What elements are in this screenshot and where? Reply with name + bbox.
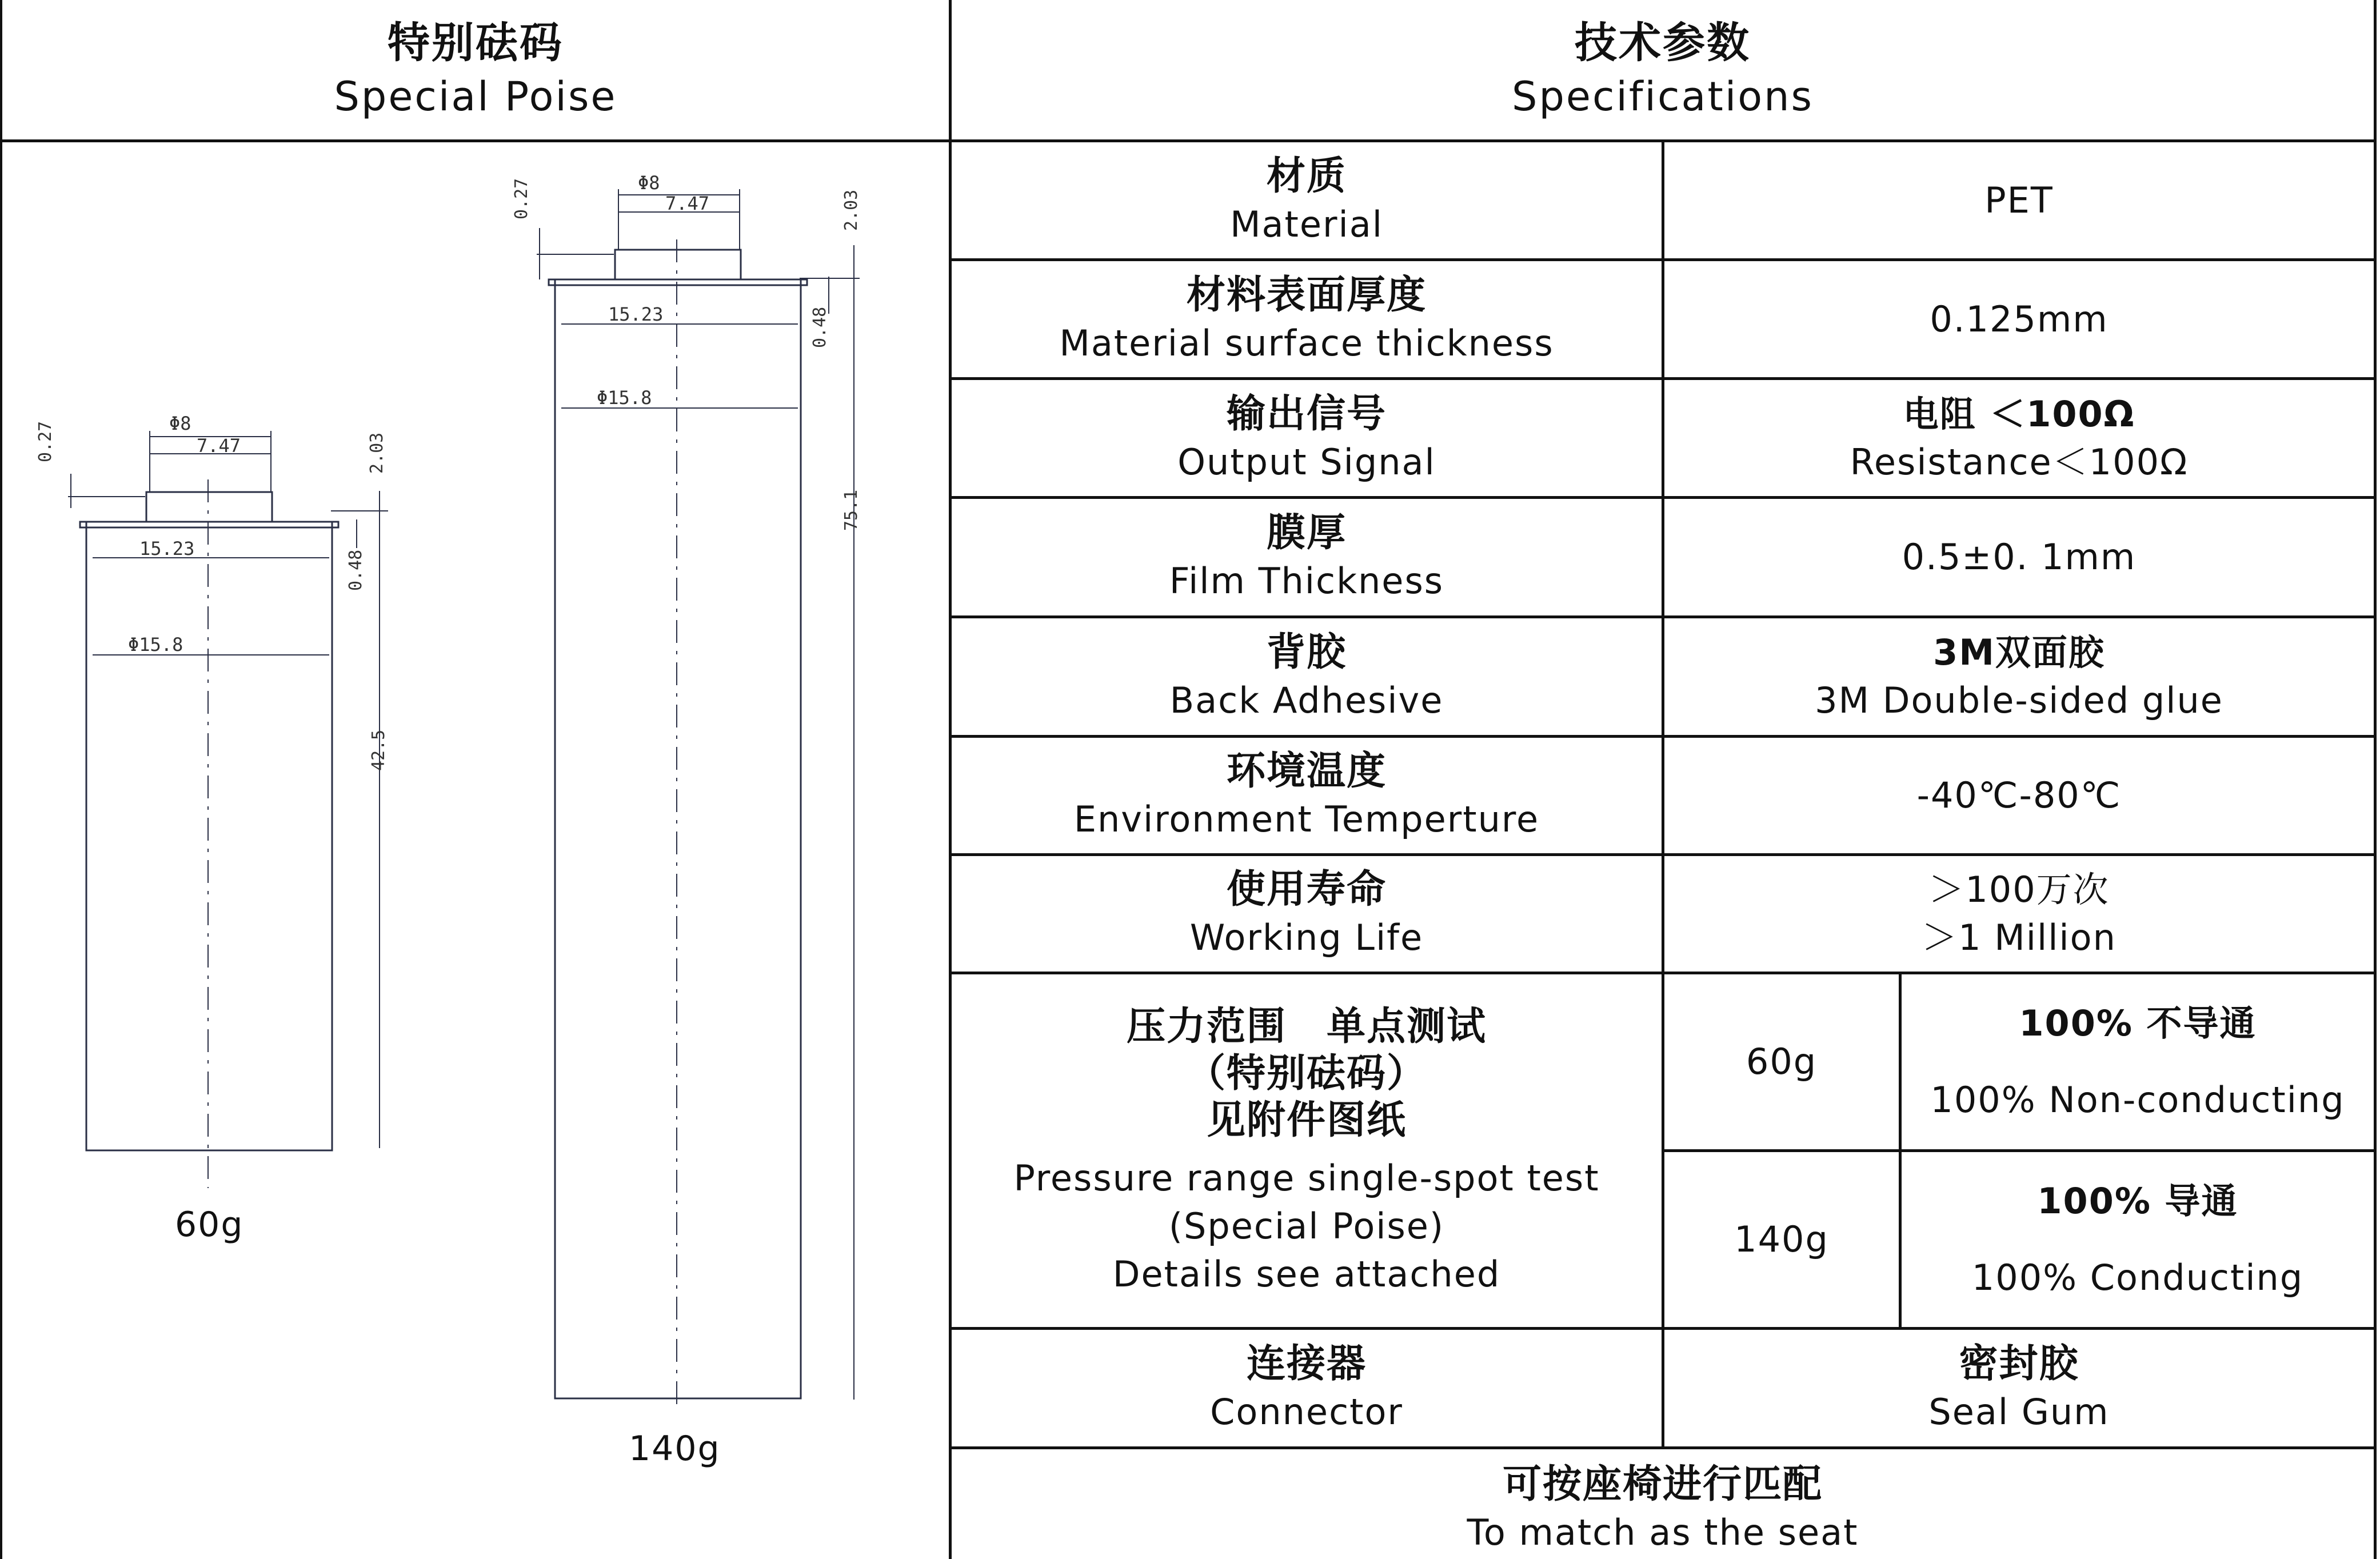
material-zh: 材质 <box>1266 153 1347 199</box>
small-dim-cap-h: 2.03 <box>367 432 387 474</box>
pressure-weight-140-value: 140g <box>1734 1218 1829 1260</box>
pressure-zh-3: 见附件图纸 <box>1206 1097 1407 1143</box>
temperature-value: -40℃-80℃ <box>1916 774 2122 816</box>
pressure-zh-2: （特别砝码） <box>1186 1050 1427 1096</box>
right-header-en: Specifications <box>1512 73 1814 120</box>
special-poise-drawing <box>2 142 949 1559</box>
large-weight-body <box>555 279 801 1398</box>
large-dim-top-w: 7.47 <box>665 193 710 214</box>
life-value-en: ＞1 Million <box>1922 917 2117 958</box>
spec-pressure-label <box>952 974 1662 1327</box>
pressure-result-140 <box>1902 1152 2374 1327</box>
life-en: Working Life <box>1189 917 1424 958</box>
left-header-en: Special Poise <box>334 73 617 120</box>
pressure-en-3: Details see attached <box>1112 1253 1501 1295</box>
small-dim-height: 42.5 <box>369 729 389 771</box>
output-zh: 输出信号 <box>1226 391 1387 437</box>
spec-temperature-value <box>1664 738 2374 853</box>
spec-temperature-label <box>952 738 1662 853</box>
small-dim-body-w: 15.23 <box>139 538 195 559</box>
temperature-zh: 环境温度 <box>1226 749 1387 794</box>
temperature-en: Environment Temperture <box>1073 798 1540 840</box>
output-value-en: Resistance＜100Ω <box>1850 441 2189 483</box>
spec-seat <box>952 1449 2374 1559</box>
life-value-zh: ＞100万次 <box>1928 869 2110 910</box>
pressure-weight-140 <box>1664 1152 1899 1327</box>
spec-connector-label <box>952 1330 1662 1446</box>
spec-output-value <box>1664 380 2374 496</box>
left-header-zh: 特别砝码 <box>388 18 564 67</box>
thickness-value: 0.125mm <box>1930 298 2109 340</box>
right-header <box>952 0 2374 139</box>
spec-life-value <box>1664 856 2374 972</box>
small-dim-top-w: 7.47 <box>197 435 241 457</box>
spec-thickness-label <box>952 261 1662 377</box>
adhesive-zh: 背胶 <box>1266 630 1347 675</box>
large-dim-gap: 0.27 <box>512 178 532 219</box>
left-header <box>2 0 949 139</box>
material-value: PET <box>1984 179 2054 221</box>
small-dim-top-dia: Φ8 <box>169 413 191 434</box>
film-en: Film Thickness <box>1169 560 1444 602</box>
small-dim-gap: 0.27 <box>35 421 55 462</box>
small-weight-cap <box>146 492 272 522</box>
pressure-result-140-zh: 100% 导通 <box>2037 1180 2238 1222</box>
pressure-zh-1: 压力范围 单点测试 <box>1126 1004 1487 1049</box>
spec-film-value <box>1664 499 2374 615</box>
large-dim-body-w: 15.23 <box>608 303 664 325</box>
spec-life-label <box>952 856 1662 972</box>
connector-value-en: Seal Gum <box>1928 1391 2110 1433</box>
seat-en: To match as the seat <box>1467 1512 1859 1553</box>
right-header-zh: 技术参数 <box>1575 18 1751 67</box>
connector-zh: 连接器 <box>1246 1341 1367 1386</box>
small-dim-rim: 0.48 <box>346 549 366 591</box>
large-weight-label: 140g <box>629 1429 721 1469</box>
pressure-en-1: Pressure range single-spot test <box>1013 1157 1600 1199</box>
adhesive-value-en: 3M Double-sided glue <box>1815 679 2223 721</box>
small-weight-label: 60g <box>175 1205 244 1245</box>
pressure-weight-60 <box>1664 974 1899 1149</box>
film-value: 0.5±0. 1mm <box>1902 536 2137 578</box>
small-weight-drawing <box>68 431 388 1188</box>
pressure-en-2: (Special Poise) <box>1168 1205 1445 1247</box>
spec-output-label <box>952 380 1662 496</box>
large-weight-drawing <box>537 189 860 1405</box>
pressure-weight-60-value: 60g <box>1746 1041 1818 1082</box>
output-value-zh: 电阻 ＜100Ω <box>1903 393 2135 435</box>
small-dim-dia: Φ15.8 <box>128 634 183 655</box>
spec-material-label <box>952 142 1662 258</box>
large-dim-dia: Φ15.8 <box>597 387 652 409</box>
spec-thickness-value <box>1664 261 2374 377</box>
output-en: Output Signal <box>1177 441 1436 483</box>
spec-film-label <box>952 499 1662 615</box>
large-dim-cap-h: 2.03 <box>841 189 861 231</box>
spec-adhesive-label <box>952 618 1662 735</box>
spec-material-value <box>1664 142 2374 258</box>
pressure-result-60-en: 100% Non-conducting <box>1930 1079 2345 1121</box>
spec-adhesive-value <box>1664 618 2374 735</box>
large-dim-rim: 0.48 <box>810 306 830 348</box>
connector-en: Connector <box>1210 1391 1403 1433</box>
life-zh: 使用寿命 <box>1226 867 1387 912</box>
large-dim-height: 75.1 <box>841 489 861 531</box>
adhesive-value-zh: 3M双面胶 <box>1933 631 2105 673</box>
pressure-result-60 <box>1902 974 2374 1149</box>
spec-connector-value <box>1664 1330 2374 1446</box>
adhesive-en: Back Adhesive <box>1169 679 1444 721</box>
connector-value-zh: 密封胶 <box>1959 1341 2079 1386</box>
thickness-en: Material surface thickness <box>1059 322 1554 364</box>
film-zh: 膜厚 <box>1266 510 1347 555</box>
pressure-result-60-zh: 100% 不导通 <box>2019 1002 2257 1044</box>
material-en: Material <box>1230 203 1383 245</box>
large-weight-cap <box>615 250 741 279</box>
seat-zh: 可按座椅进行匹配 <box>1502 1462 1823 1507</box>
outer-right-border <box>2374 0 2377 1559</box>
large-dim-top-dia: Φ8 <box>638 172 660 194</box>
small-weight-body <box>86 522 332 1150</box>
pressure-result-140-en: 100% Conducting <box>1971 1257 2304 1298</box>
thickness-zh: 材料表面厚度 <box>1186 272 1427 318</box>
